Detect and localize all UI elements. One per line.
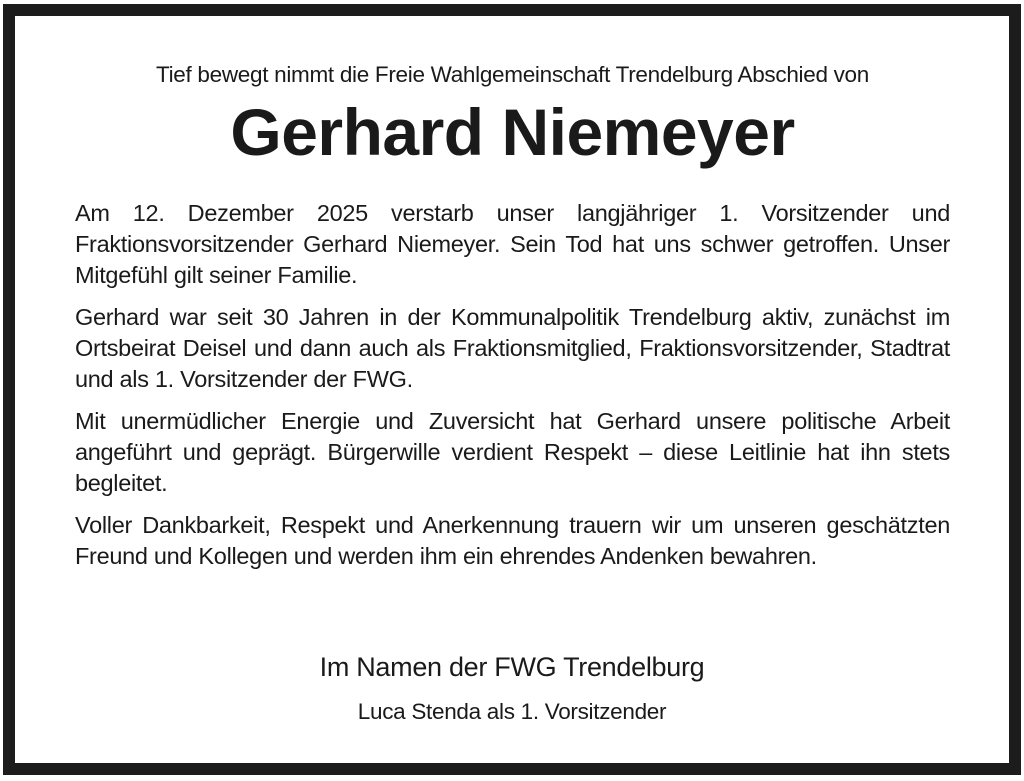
- signature-organization: Im Namen der FWG Trendelburg: [319, 652, 705, 682]
- paragraph-tribute: Mit unermüdlicher Energie und Zuversicht hat Gerhard unsere politische Arbeit angeführt und geprägt. Bürgerwille verdient Respekt – diese Leitlinie hat ihn stets begleitet.: [75, 408, 950, 496]
- paragraph-career: Gerhard war seit 30 Jahren in der Kommunalpolitik Trendelburg aktiv, zunächst im Ortsbeirat Deisel und dann auch als Fraktionsmitglied, Fraktionsvorsitzender, Stadtrat und als 1. Vorsitzender der FWG.: [75, 304, 950, 392]
- paragraph-death-announcement: Am 12. Dezember 2025 verstarb unser langjähriger 1. Vorsitzender und Fraktionsvorsitzender Gerhard Niemeyer. Sein Tod hat uns schwer getroffen. Unser Mitgefühl gilt seiner Familie.: [75, 200, 950, 288]
- paragraph-gratitude: Voller Dankbarkeit, Respekt und Anerkennung trauern wir um unseren geschätzten Freund und Kollegen und werden ihm ein ehrendes Andenken bewahren.: [75, 512, 950, 569]
- intro-line: Tief bewegt nimmt die Freie Wahlgemeinschaft Trendelburg Abschied von: [155, 62, 869, 87]
- signature-signer: Luca Stenda als 1. Vorsitzender: [357, 699, 667, 724]
- obituary-content: [75, 60, 950, 572]
- deceased-name: Gerhard Niemeyer: [230, 95, 795, 169]
